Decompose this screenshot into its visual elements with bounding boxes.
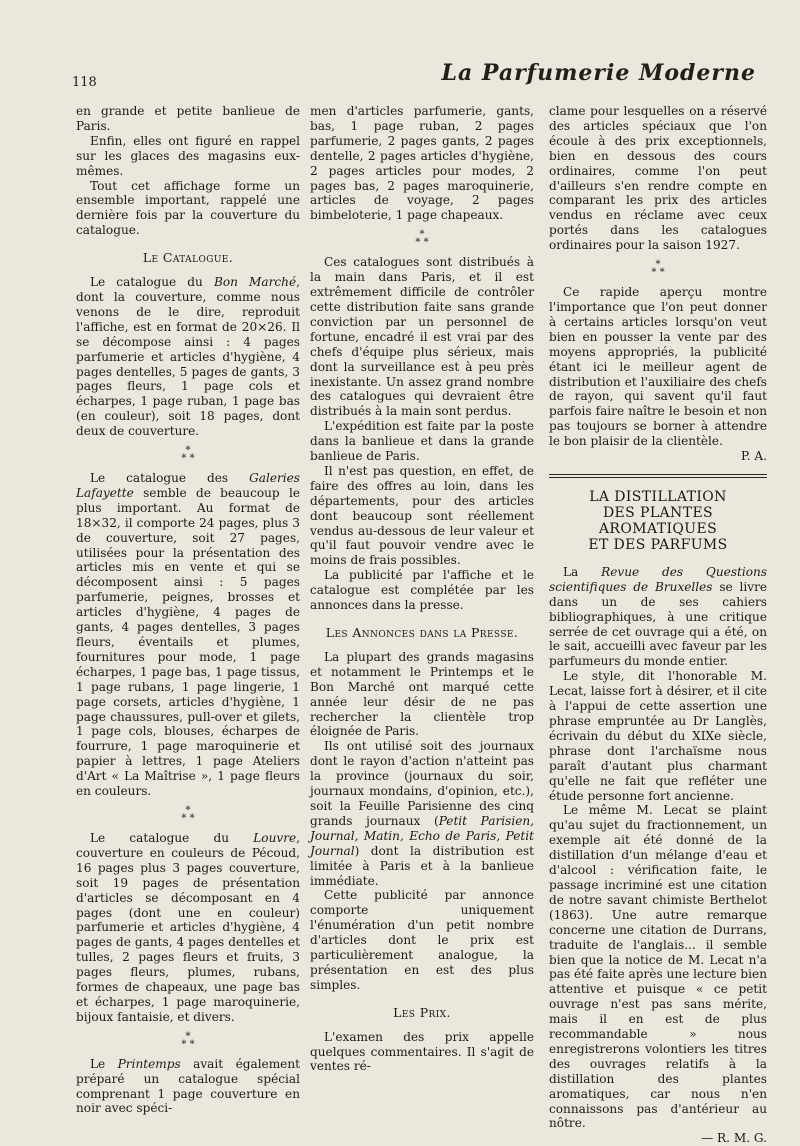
paragraph: Enfin, elles ont figuré en rappel sur les glaces des magasins eux-mêmes. (76, 133, 300, 178)
section-heading-catalogue: Le Catalogue. (142, 250, 234, 266)
section-rule (549, 474, 767, 475)
paragraph-bon-marche: Le catalogue du Bon Marché, dont la couverture, comme nous venons de le dire, reproduit l'affiche, est en format de 20×26. Il se décompose ainsi : 4 pages parfumerie et articles d'hygiène, 4 pages dentelles, 5 pages de gants, 3 pages fleurs, 1 page cols et écharpes, 1 page ruban, 1 page bas (en couleur), soit 18 pages, dont deux de couverture. (76, 275, 300, 439)
paragraph: Ce rapide aperçu montre l'importance que l'on peut donner à certains articles lorsqu'on veut bien en pousser la vente par des moyens appropriés, la publicité étant ici le meilleur agent de distribution et l'auxiliaire des chefs de rayon, qui savent qu'il faut parfois faire naître le besoin et non pas toujours se borner à attendre le bon plaisir de la clientèle. (549, 285, 767, 449)
asterism-divider: * * * (651, 259, 665, 279)
article-title: LA DISTILLATION DES PLANTES AROMATIQUES ET DES PARFUMS (588, 488, 728, 553)
paragraph: L'examen des prix appelle quelques commentaires. Il s'agit de ventes ré- (310, 1029, 534, 1074)
asterism-divider: * * * (415, 229, 429, 249)
paragraph: Le style, dit l'honorable M. Lecat, laisse fort à désirer, et il cite à l'appui de cette assertion une phrase empruntée au Dr Langlès, écrivain du début du XIXe siècle, phrase dont l'archaïsme nous paraît d'autant plus charmant qu'elle ne fait que refléter une étude personne fort ancienne. (549, 669, 767, 803)
column-1 (76, 104, 300, 1116)
asterism-divider: * * * (181, 445, 195, 465)
section-heading-prix: Les Prix. (393, 1004, 451, 1020)
paragraph: L'expédition est faite par la poste dans la banlieue et dans la grande banlieue de Paris. (310, 419, 534, 464)
paragraph: La plupart des grands magasins et notamment le Printemps et le Bon Marché ont marqué cette année leur désir de ne pas rechercher la clientèle trop éloignée de Paris. (310, 649, 534, 739)
paragraph: Ces catalogues sont distribués à la main dans Paris, et il est extrêmement difficile de contrôler cette distribution faite sans grande conviction par un personnel de fortune, encadré il est vrai par des chefs d'équipe plus sérieux, mais dont la surveillance est à peu près inexistante. Un assez grand nombre des catalogues qui devraient être distribués à la main sont perdus. (310, 255, 534, 419)
paragraph: Il n'est pas question, en effet, de faire des offres au loin, dans les départements, pour des articles dont beaucoup sont réellement vendus au-dessous de leur valeur et qu'il faut pouvoir vendre avec le moins de frais possibles. (310, 463, 534, 568)
section-heading-annonces: Les Annonces dans la Presse. (325, 625, 519, 640)
paragraph: Tout cet affichage forme un ensemble important, rappelé une dernière fois par la couverture du catalogue. (76, 178, 300, 238)
running-title: La Parfumerie Moderne (441, 60, 756, 86)
column-2 (310, 104, 534, 1074)
paragraph: men d'articles parfumerie, gants, bas, 1 page ruban, 2 pages parfumerie, 2 pages gants, 2 pages dentelle, 2 pages articles d'hygiène, 2 pages articles pour modes, 2 pages bas, 2 pages maroquinerie, articles de voyage, 2 pages bimbeloterie, 1 page chapeaux. (310, 104, 534, 223)
paragraph: La publicité par l'affiche et le catalogue est complétée par les annonces dans la presse. (310, 568, 534, 613)
paragraph: La Revue des Questions scientifiques de Bruxelles se livre dans un de ses cahiers bibliographiques, à une critique serrée de cet ouvrage qui a été, on le sait, accueilli avec faveur par les parfumeurs du monde entier. (549, 564, 768, 669)
asterism-divider: * * * (181, 1030, 195, 1050)
paragraph-louvre: Le catalogue du Louvre, couverture en couleurs de Pécoud, 16 pages plus 3 pages couverture, soit 19 pages de présentation d'articles se décomposant en 4 pages (dont une en couleur) parfumerie et articles d'hygiène, 4 pages de gants, 4 pages dentelles et tulles, 2 pages fleurs et fruits, 3 pages fleurs, plumes, rubans, formes de chapeaux, une page bas et écharpes, 1 page maroquinerie, bijoux fantaisie, et divers. (76, 830, 300, 1024)
page-number: 118 (72, 75, 97, 90)
paragraph: en grande et petite banlieue de Paris. (76, 104, 300, 133)
author-signature: P. A. (741, 449, 767, 464)
paragraph: Ils ont utilisé soit des journaux dont le rayon d'action n'atteint pas la province (journaux du soir, journaux mondains, d'opinion, etc.), soit la Feuille Parisienne des cinq grands journaux (Petit Parisien, Journal, Matin, Echo de Paris, Petit Journal) dont la distribution est limitée à Paris et à la banlieue immédiate. (310, 739, 534, 888)
paragraph-galeries-lafayette: Le catalogue des Galeries Lafayette semble de beaucoup le plus important. Au format de 18×32, il comporte 24 pages, plus 3 de couverture, soit 27 pages, utilisées pour la présentation des articles mis en vente et qui se décomposent ainsi : 5 pages parfumerie, peignes, brosses et articles d'hygiène, 4 pages de gants, 4 pages dentelles, 3 pages fleurs, éventails et plumes, fournitures pour mode, 1 page écharpes, 1 page bas, 1 page tissus, 1 page rubans, 1 page lingerie, 1 page corsets, articles d'hygiène, 1 page chaussures, pull-over et gilets, 1 page cols, blouses, écharpes de fourrure, 1 page maroquinerie et papier à lettres, 1 page Ateliers d'Art « La Maîtrise », 1 page fleurs en couleurs. (76, 471, 300, 799)
paragraph: clame pour lesquelles on a réservé des articles spéciaux que l'on écoule à des prix exceptionnels, bien en dessous des cours ordinaires, comme l'on peut d'ailleurs s'en rendre compte en comparant les prix des articles vendus en réclame avec ceux portés dans les catalogues ordinaires pour la saison 1927. (549, 104, 767, 253)
paragraph-printemps: Le Printemps avait également préparé un catalogue spécial comprenant 1 page couverture en noir avec spéci- (76, 1056, 300, 1116)
paragraph: Le même M. Lecat se plaint qu'au sujet du fractionnement, un exemple ait été donné de la distillation d'un mélange d'eau et d'alcool : vérification faite, le passage incriminé est une citation de notre savant chimiste Berthelot (1863). Une autre remarque concerne une citation de Durrans, traduite de l'anglais... il semble bien que la notice de M. Lecat n'a pas été faite après une lecture bien attentive et puisque « ce petit ouvrage n'est pas sans mérite, mais il en est de plus recommandable » nous enregistrerons volontiers les titres des ouvrages relatifs à la distillation des plantes aromatiques, car nous n'en connaissons pas d'antérieur au nôtre. (549, 803, 767, 1131)
paragraph: Cette publicité par annonce comporte uniquement l'énumération d'un petit nombre d'articles dont le prix est particulièrement analogue, la présentation en est des plus simples. (310, 888, 534, 992)
asterism-divider: * * * (181, 804, 195, 824)
column-3 (549, 104, 767, 1146)
section-rule (549, 477, 767, 478)
author-signature: — R. M. G. (701, 1131, 767, 1146)
